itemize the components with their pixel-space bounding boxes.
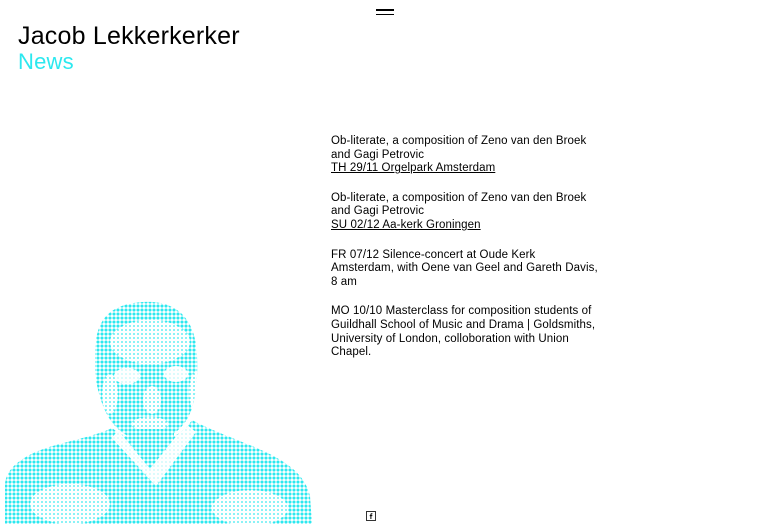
- news-item-text: FR 07/12 Silence-concert at Oude Kerk Amsterdam, with Oene van Geel and Gareth Davis, 8 am: [331, 248, 598, 288]
- menu-line: [376, 14, 394, 16]
- menu-line: [376, 9, 394, 11]
- news-item-text: Ob-literate, a composition of Zeno van den Broek and Gagi Petrovic: [331, 191, 587, 218]
- section-title-news[interactable]: News: [18, 49, 74, 74]
- news-item-link[interactable]: SU 02/12 Aa-kerk Groningen: [331, 218, 481, 231]
- halftone-portrait-image: [0, 224, 330, 524]
- page-title: Jacob Lekkerkerker: [18, 22, 240, 50]
- facebook-icon[interactable]: [366, 511, 376, 521]
- news-item-text: MO 10/10 Masterclass for composition students of Guildhall School of Music and Drama | Goldsmiths, University of London, colloboration with Union Chapel.: [331, 305, 596, 359]
- news-item-link[interactable]: TH 29/11 Orgelpark Amsterdam: [331, 162, 496, 175]
- list-item: [331, 305, 601, 359]
- list-item: [331, 249, 601, 290]
- list-item: [331, 192, 601, 233]
- hamburger-menu-icon[interactable]: [376, 5, 394, 19]
- list-item: [331, 135, 601, 176]
- news-item-text: Ob-literate, a composition of Zeno van den Broek and Gagi Petrovic: [331, 135, 587, 161]
- news-list: [331, 135, 601, 360]
